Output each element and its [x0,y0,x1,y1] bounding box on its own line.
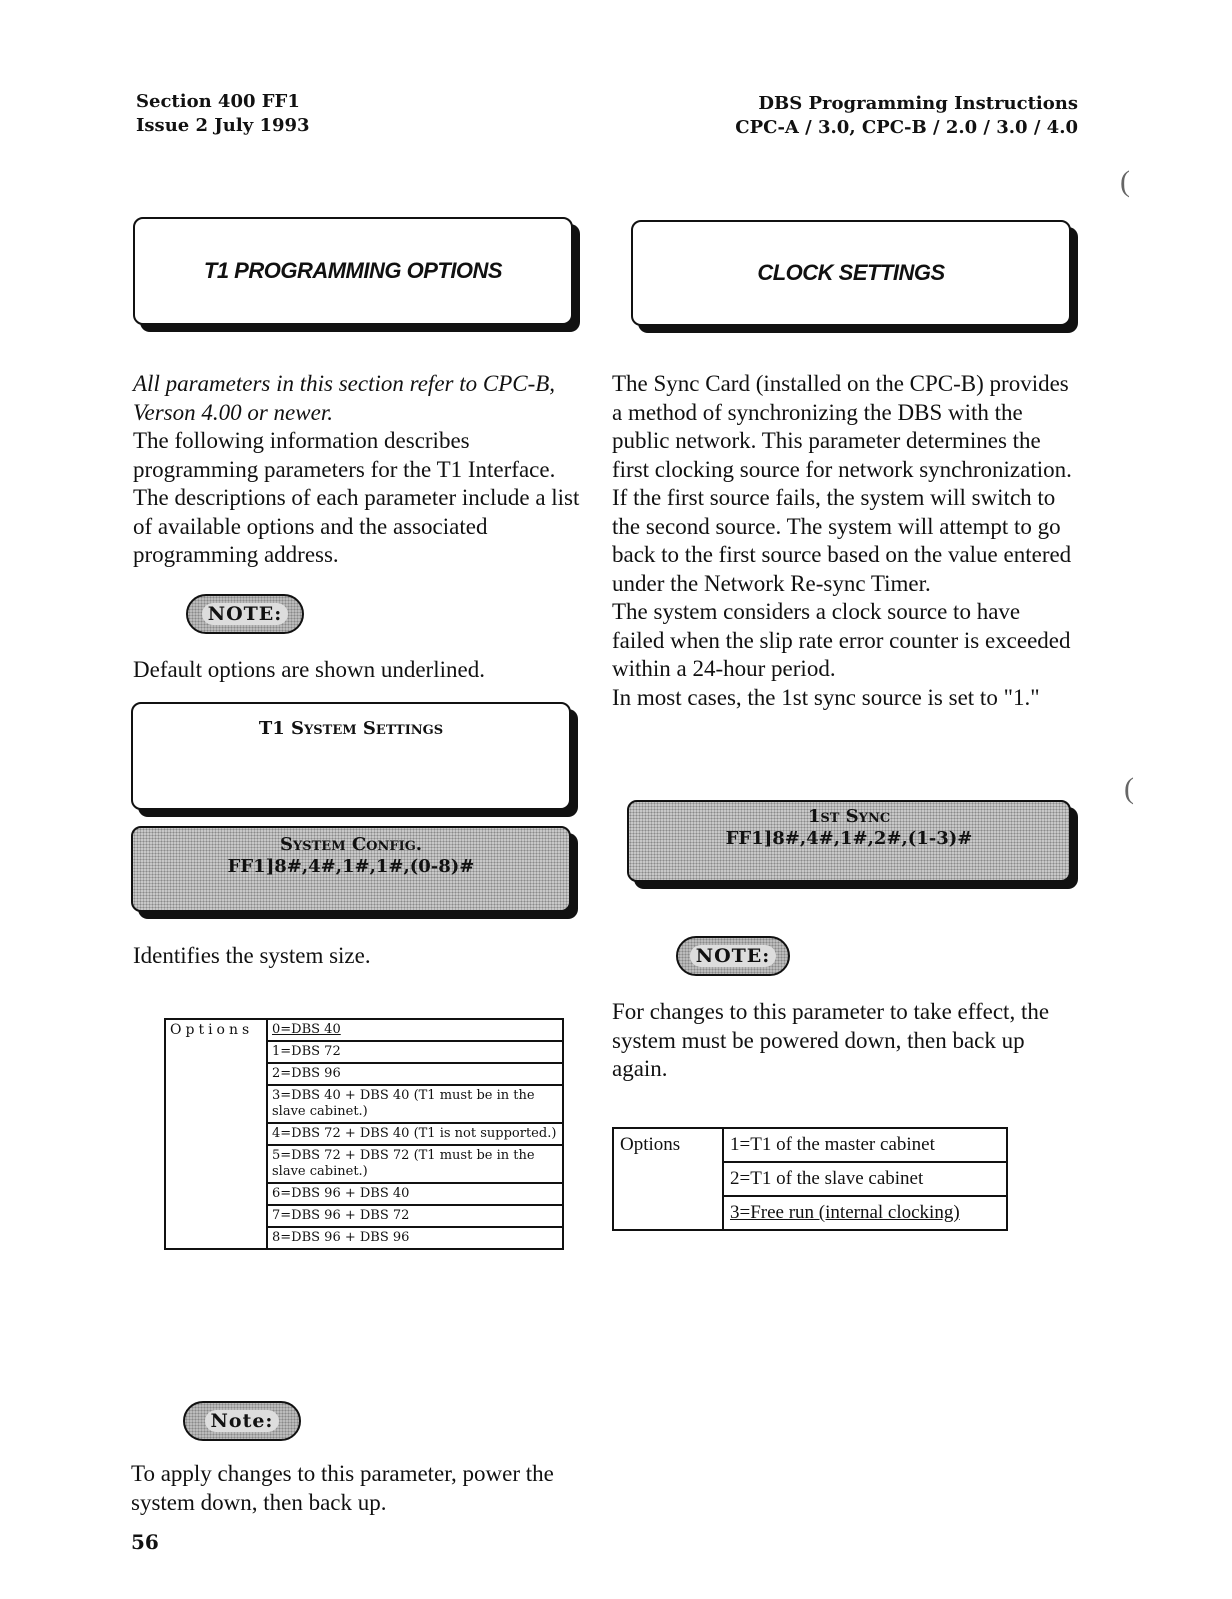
intro-text: The following information describes programming parameters for the T1 Interface. The descriptions of each parameter include a list of available options and the associated programming address. [133,428,580,567]
clock-failure-paragraph: The system considers a clock source to have failed when the slip rate error counter is exceeded within a 24-hour period. [612,599,1071,681]
binder-hole-mark-icon: ( [1120,165,1130,198]
issue-date: Issue 2 July 1993 [136,115,310,136]
option-cell: 4=DBS 72 + DBS 40 (T1 is not supported.) [267,1123,563,1145]
section-label: Section 400 FF1 [136,91,300,112]
clock-settings-title-box [631,220,1071,326]
option-cell: 0=DBS 40 [267,1019,563,1041]
option-cell: 1=DBS 72 [267,1041,563,1063]
note-badge-3 [676,936,790,976]
first-sync-options-table [612,1127,1008,1231]
option-cell: 2=T1 of the slave cabinet [723,1162,1007,1196]
sync-card-paragraph: The Sync Card (installed on the CPC-B) provides a method of synchronizing the DBS with the public network. This parameter determines the first clocking source for network synchronization. If the first source fails, the system will switch to the second source. The system will attempt to go back to the first source based on the value entered under the Network Re-sync Timer. [612,371,1072,596]
section-header [136,90,310,138]
note-badge [186,594,304,634]
document-header [735,92,1078,140]
page-number: 56 [131,1530,159,1554]
first-sync-name: 1st Sync [807,806,891,827]
first-sync-address: FF1]8#,4#,1#,2#,(1-3)# [725,828,973,849]
binder-hole-mark-icon: ( [1124,772,1134,805]
option-cell: 3=Free run (internal clocking) [723,1196,1007,1230]
table-row [165,1019,563,1041]
note-label-2: Note: [205,1410,280,1432]
option-cell: 2=DBS 96 [267,1063,563,1085]
clock-settings-title: CLOCK SETTINGS [757,260,945,285]
t1-system-settings-box [131,702,571,810]
t1-programming-options-title: T1 PROGRAMMING OPTIONS [203,258,503,283]
t1-system-settings-title: T1 System Settings [258,718,444,739]
option-cell: 6=DBS 96 + DBS 40 [267,1183,563,1205]
option-cell: 1=T1 of the master cabinet [723,1128,1007,1162]
clock-settings-description [612,370,1074,712]
t1-programming-options-title-box [133,217,573,325]
note-label: NOTE: [202,603,289,625]
powered-down-note: For changes to this parameter to take effect, the system must be powered down, then back up again. [612,999,1050,1081]
option-cell: 3=DBS 40 + DBS 40 (T1 must be in the slave cabinet.) [267,1085,563,1123]
identifies-system-size: Identifies the system size. [133,943,371,968]
intro-italic: All parameters in this section refer to CPC-B, Verson 4.00 or newer. [133,371,556,425]
most-cases-paragraph: In most cases, the 1st sync source is set to "1." [612,684,1040,710]
apply-changes-note: To apply changes to this parameter, power the system down, then back up. [131,1461,554,1515]
system-config-options-table [164,1018,564,1250]
document-version: CPC-A / 3.0, CPC-B / 2.0 / 3.0 / 4.0 [735,117,1078,138]
note-badge-2 [183,1401,301,1441]
options-label: Options [613,1128,723,1230]
document-title: DBS Programming Instructions [758,93,1078,114]
left-intro [133,370,589,570]
first-sync-address-box [627,800,1071,882]
note-label-3: NOTE: [690,945,777,967]
default-options-note: Default options are shown underlined. [133,657,485,682]
option-cell: 5=DBS 72 + DBS 72 (T1 must be in the slave cabinet.) [267,1145,563,1183]
options-label: Options [165,1019,267,1249]
system-config-address-box [131,826,571,912]
system-config-name: System Config. [279,834,423,855]
option-cell: 7=DBS 96 + DBS 72 [267,1205,563,1227]
option-cell: 8=DBS 96 + DBS 96 [267,1227,563,1249]
system-config-address: FF1]8#,4#,1#,1#,(0-8)# [227,856,475,877]
table-row [613,1128,1007,1162]
